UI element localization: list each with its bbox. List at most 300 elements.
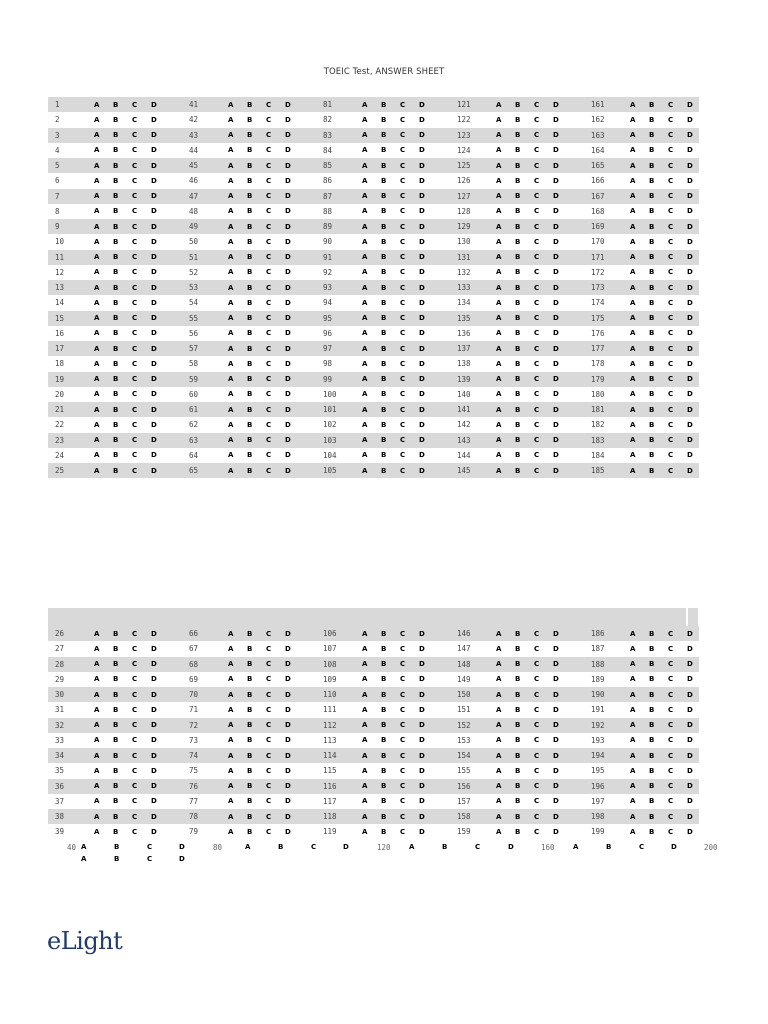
option-a[interactable]: A (362, 207, 368, 216)
option-c[interactable]: C (534, 420, 540, 429)
option-a[interactable]: A (496, 115, 502, 124)
option-c[interactable]: C (266, 253, 272, 262)
option-b[interactable]: B (247, 100, 253, 109)
option-d[interactable]: D (553, 298, 559, 307)
option-a[interactable]: A (630, 161, 636, 170)
option-d[interactable]: D (553, 161, 559, 170)
option-a[interactable]: A (228, 253, 234, 262)
option-d[interactable]: D (553, 115, 559, 124)
option-a[interactable]: A (362, 298, 368, 307)
option-b[interactable]: B (278, 843, 284, 851)
option-a[interactable]: A (94, 644, 100, 653)
option-b[interactable]: B (247, 827, 253, 836)
option-c[interactable]: C (534, 283, 540, 292)
option-c[interactable]: C (400, 782, 406, 791)
option-d[interactable]: D (285, 222, 291, 231)
option-b[interactable]: B (113, 466, 119, 475)
option-d[interactable]: D (553, 253, 559, 262)
option-a[interactable]: A (496, 436, 502, 445)
option-b[interactable]: B (649, 451, 655, 460)
option-d[interactable]: D (553, 405, 559, 414)
option-a[interactable]: A (362, 705, 368, 714)
option-d[interactable]: D (285, 436, 291, 445)
option-c[interactable]: C (534, 390, 540, 399)
option-c[interactable]: C (400, 314, 406, 323)
option-d[interactable]: D (553, 690, 559, 699)
option-c[interactable]: C (266, 797, 272, 806)
option-c[interactable]: C (132, 192, 138, 201)
option-a[interactable]: A (496, 283, 502, 292)
option-d[interactable]: D (419, 375, 425, 384)
option-c[interactable]: C (534, 675, 540, 684)
option-c[interactable]: C (668, 390, 674, 399)
option-c[interactable]: C (668, 721, 674, 730)
option-d[interactable]: D (553, 629, 559, 638)
option-b[interactable]: B (113, 100, 119, 109)
option-d[interactable]: D (553, 705, 559, 714)
option-a[interactable]: A (573, 843, 579, 851)
option-b[interactable]: B (649, 797, 655, 806)
option-b[interactable]: B (247, 405, 253, 414)
option-c[interactable]: C (668, 675, 674, 684)
option-b[interactable]: B (515, 766, 521, 775)
option-d[interactable]: D (419, 766, 425, 775)
option-a[interactable]: A (94, 207, 100, 216)
option-b[interactable]: B (113, 146, 119, 155)
option-d[interactable]: D (687, 675, 693, 684)
option-c[interactable]: C (668, 237, 674, 246)
option-b[interactable]: B (381, 268, 387, 277)
option-b[interactable]: B (649, 131, 655, 140)
option-b[interactable]: B (381, 283, 387, 292)
option-c[interactable]: C (132, 420, 138, 429)
option-d[interactable]: D (151, 736, 157, 745)
option-d[interactable]: D (285, 207, 291, 216)
option-c[interactable]: C (400, 675, 406, 684)
option-c[interactable]: C (668, 451, 674, 460)
option-b[interactable]: B (247, 329, 253, 338)
option-d[interactable]: D (553, 675, 559, 684)
option-c[interactable]: C (266, 782, 272, 791)
option-d[interactable]: D (151, 705, 157, 714)
option-b[interactable]: B (247, 192, 253, 201)
option-c[interactable]: C (266, 207, 272, 216)
option-a[interactable]: A (496, 192, 502, 201)
option-d[interactable]: D (419, 466, 425, 475)
option-c[interactable]: C (534, 721, 540, 730)
option-a[interactable]: A (94, 222, 100, 231)
option-b[interactable]: B (649, 827, 655, 836)
option-d[interactable]: D (553, 100, 559, 109)
option-d[interactable]: D (687, 268, 693, 277)
option-b[interactable]: B (515, 253, 521, 262)
option-a[interactable]: A (630, 827, 636, 836)
option-b[interactable]: B (515, 100, 521, 109)
option-c[interactable]: C (534, 751, 540, 760)
option-b[interactable]: B (247, 675, 253, 684)
option-b[interactable]: B (649, 359, 655, 368)
option-b[interactable]: B (649, 705, 655, 714)
option-b[interactable]: B (247, 690, 253, 699)
option-a[interactable]: A (228, 222, 234, 231)
option-b[interactable]: B (247, 115, 253, 124)
option-d[interactable]: D (687, 314, 693, 323)
option-b[interactable]: B (442, 843, 448, 851)
option-d[interactable]: D (687, 827, 693, 836)
option-b[interactable]: B (381, 222, 387, 231)
option-d[interactable]: D (419, 705, 425, 714)
option-c[interactable]: C (266, 176, 272, 185)
option-c[interactable]: C (132, 736, 138, 745)
option-a[interactable]: A (496, 644, 502, 653)
option-d[interactable]: D (151, 420, 157, 429)
option-a[interactable]: A (362, 751, 368, 760)
option-c[interactable]: C (266, 690, 272, 699)
option-c[interactable]: C (400, 644, 406, 653)
option-c[interactable]: C (534, 115, 540, 124)
option-c[interactable]: C (668, 782, 674, 791)
option-c[interactable]: C (534, 237, 540, 246)
option-c[interactable]: C (668, 375, 674, 384)
option-d[interactable]: D (285, 675, 291, 684)
option-a[interactable]: A (496, 253, 502, 262)
option-a[interactable]: A (228, 237, 234, 246)
option-d[interactable]: D (419, 207, 425, 216)
option-a[interactable]: A (362, 721, 368, 730)
option-d[interactable]: D (285, 268, 291, 277)
option-d[interactable]: D (285, 736, 291, 745)
option-a[interactable]: A (228, 751, 234, 760)
option-a[interactable]: A (228, 268, 234, 277)
option-c[interactable]: C (266, 268, 272, 277)
option-c[interactable]: C (400, 146, 406, 155)
option-c[interactable]: C (534, 131, 540, 140)
option-a[interactable]: A (94, 237, 100, 246)
option-c[interactable]: C (668, 100, 674, 109)
option-d[interactable]: D (671, 843, 677, 851)
option-b[interactable]: B (381, 390, 387, 399)
option-a[interactable]: A (94, 675, 100, 684)
option-a[interactable]: A (362, 766, 368, 775)
option-b[interactable]: B (113, 451, 119, 460)
option-a[interactable]: A (94, 268, 100, 277)
option-c[interactable]: C (266, 115, 272, 124)
option-b[interactable]: B (515, 131, 521, 140)
option-c[interactable]: C (400, 253, 406, 262)
option-b[interactable]: B (515, 736, 521, 745)
option-c[interactable]: C (668, 644, 674, 653)
option-a[interactable]: A (362, 344, 368, 353)
option-c[interactable]: C (266, 766, 272, 775)
option-d[interactable]: D (151, 436, 157, 445)
option-b[interactable]: B (247, 797, 253, 806)
option-c[interactable]: C (132, 436, 138, 445)
option-b[interactable]: B (247, 359, 253, 368)
option-a[interactable]: A (362, 192, 368, 201)
option-c[interactable]: C (132, 146, 138, 155)
option-c[interactable]: C (132, 797, 138, 806)
option-c[interactable]: C (400, 283, 406, 292)
option-c[interactable]: C (534, 644, 540, 653)
option-d[interactable]: D (419, 100, 425, 109)
option-c[interactable]: C (266, 405, 272, 414)
option-b[interactable]: B (515, 797, 521, 806)
option-d[interactable]: D (687, 420, 693, 429)
option-c[interactable]: C (534, 797, 540, 806)
option-d[interactable]: D (553, 751, 559, 760)
option-c[interactable]: C (400, 268, 406, 277)
option-a[interactable]: A (362, 660, 368, 669)
option-d[interactable]: D (553, 660, 559, 669)
option-a[interactable]: A (496, 359, 502, 368)
option-b[interactable]: B (113, 298, 119, 307)
option-d[interactable]: D (151, 298, 157, 307)
option-b[interactable]: B (247, 207, 253, 216)
option-c[interactable]: C (400, 115, 406, 124)
option-c[interactable]: C (668, 405, 674, 414)
option-c[interactable]: C (266, 721, 272, 730)
option-a[interactable]: A (94, 736, 100, 745)
option-c[interactable]: C (534, 268, 540, 277)
option-c[interactable]: C (400, 405, 406, 414)
option-b[interactable]: B (649, 751, 655, 760)
option-b[interactable]: B (381, 420, 387, 429)
option-d[interactable]: D (285, 660, 291, 669)
option-d[interactable]: D (687, 100, 693, 109)
option-a[interactable]: A (94, 660, 100, 669)
option-b[interactable]: B (113, 222, 119, 231)
option-a[interactable]: A (496, 375, 502, 384)
option-c[interactable]: C (132, 451, 138, 460)
option-d[interactable]: D (419, 253, 425, 262)
option-a[interactable]: A (496, 268, 502, 277)
option-a[interactable]: A (94, 629, 100, 638)
option-c[interactable]: C (668, 222, 674, 231)
option-d[interactable]: D (151, 629, 157, 638)
option-d[interactable]: D (687, 283, 693, 292)
option-c[interactable]: C (266, 660, 272, 669)
option-a[interactable]: A (94, 359, 100, 368)
option-d[interactable]: D (687, 359, 693, 368)
option-d[interactable]: D (285, 176, 291, 185)
option-a[interactable]: A (630, 436, 636, 445)
option-d[interactable]: D (687, 797, 693, 806)
option-b[interactable]: B (381, 751, 387, 760)
option-a[interactable]: A (228, 660, 234, 669)
option-d[interactable]: D (687, 721, 693, 730)
option-b[interactable]: B (113, 329, 119, 338)
option-d[interactable]: D (687, 660, 693, 669)
option-a[interactable]: A (362, 436, 368, 445)
option-b[interactable]: B (113, 207, 119, 216)
option-c[interactable]: C (132, 466, 138, 475)
option-d[interactable]: D (151, 405, 157, 414)
option-a[interactable]: A (228, 721, 234, 730)
option-d[interactable]: D (687, 751, 693, 760)
option-b[interactable]: B (381, 100, 387, 109)
option-c[interactable]: C (400, 705, 406, 714)
option-d[interactable]: D (419, 405, 425, 414)
option-d[interactable]: D (151, 176, 157, 185)
option-b[interactable]: B (381, 359, 387, 368)
option-b[interactable]: B (247, 766, 253, 775)
option-c[interactable]: C (400, 721, 406, 730)
option-a[interactable]: A (228, 115, 234, 124)
option-d[interactable]: D (151, 390, 157, 399)
option-b[interactable]: B (381, 161, 387, 170)
option-b[interactable]: B (649, 766, 655, 775)
option-c[interactable]: C (400, 812, 406, 821)
option-a[interactable]: A (362, 827, 368, 836)
option-d[interactable]: D (285, 146, 291, 155)
option-a[interactable]: A (630, 283, 636, 292)
option-d[interactable]: D (553, 344, 559, 353)
option-a[interactable]: A (94, 344, 100, 353)
option-a[interactable]: A (228, 420, 234, 429)
option-d[interactable]: D (285, 115, 291, 124)
option-c[interactable]: C (132, 283, 138, 292)
option-b[interactable]: B (247, 420, 253, 429)
option-c[interactable]: C (400, 690, 406, 699)
option-d[interactable]: D (419, 359, 425, 368)
option-a[interactable]: A (630, 644, 636, 653)
option-d[interactable]: D (419, 237, 425, 246)
option-b[interactable]: B (247, 344, 253, 353)
option-d[interactable]: D (419, 131, 425, 140)
option-d[interactable]: D (285, 629, 291, 638)
option-b[interactable]: B (247, 466, 253, 475)
option-c[interactable]: C (132, 161, 138, 170)
option-a[interactable]: A (94, 451, 100, 460)
option-a[interactable]: A (81, 855, 87, 863)
option-c[interactable]: C (534, 100, 540, 109)
option-d[interactable]: D (151, 797, 157, 806)
option-b[interactable]: B (649, 721, 655, 730)
option-c[interactable]: C (400, 237, 406, 246)
option-d[interactable]: D (151, 812, 157, 821)
option-b[interactable]: B (515, 161, 521, 170)
option-a[interactable]: A (228, 466, 234, 475)
option-c[interactable]: C (400, 100, 406, 109)
option-d[interactable]: D (687, 736, 693, 745)
option-c[interactable]: C (266, 237, 272, 246)
option-a[interactable]: A (496, 237, 502, 246)
option-c[interactable]: C (534, 812, 540, 821)
option-d[interactable]: D (151, 644, 157, 653)
option-a[interactable]: A (94, 390, 100, 399)
option-a[interactable]: A (630, 782, 636, 791)
option-c[interactable]: C (400, 751, 406, 760)
option-d[interactable]: D (553, 644, 559, 653)
option-a[interactable]: A (362, 405, 368, 414)
option-b[interactable]: B (113, 390, 119, 399)
option-a[interactable]: A (228, 176, 234, 185)
option-b[interactable]: B (649, 375, 655, 384)
option-d[interactable]: D (687, 329, 693, 338)
option-a[interactable]: A (228, 797, 234, 806)
option-b[interactable]: B (114, 843, 120, 851)
option-c[interactable]: C (266, 131, 272, 140)
option-d[interactable]: D (419, 420, 425, 429)
option-c[interactable]: C (311, 843, 317, 851)
option-a[interactable]: A (94, 721, 100, 730)
option-a[interactable]: A (228, 131, 234, 140)
option-b[interactable]: B (515, 176, 521, 185)
option-b[interactable]: B (515, 812, 521, 821)
option-a[interactable]: A (630, 237, 636, 246)
option-b[interactable]: B (113, 131, 119, 140)
option-b[interactable]: B (381, 782, 387, 791)
option-d[interactable]: D (687, 629, 693, 638)
option-b[interactable]: B (247, 812, 253, 821)
option-c[interactable]: C (534, 192, 540, 201)
option-a[interactable]: A (630, 253, 636, 262)
option-c[interactable]: C (668, 176, 674, 185)
option-b[interactable]: B (247, 782, 253, 791)
option-c[interactable]: C (534, 314, 540, 323)
option-c[interactable]: C (668, 660, 674, 669)
option-b[interactable]: B (649, 329, 655, 338)
option-d[interactable]: D (151, 314, 157, 323)
option-d[interactable]: D (419, 161, 425, 170)
option-d[interactable]: D (151, 253, 157, 262)
option-b[interactable]: B (113, 253, 119, 262)
option-b[interactable]: B (649, 629, 655, 638)
option-a[interactable]: A (630, 751, 636, 760)
option-d[interactable]: D (553, 436, 559, 445)
option-a[interactable]: A (94, 161, 100, 170)
option-b[interactable]: B (649, 812, 655, 821)
option-a[interactable]: A (630, 298, 636, 307)
option-a[interactable]: A (94, 812, 100, 821)
option-c[interactable]: C (668, 314, 674, 323)
option-c[interactable]: C (668, 344, 674, 353)
option-a[interactable]: A (81, 843, 87, 851)
option-b[interactable]: B (649, 420, 655, 429)
option-d[interactable]: D (285, 390, 291, 399)
option-c[interactable]: C (534, 629, 540, 638)
option-b[interactable]: B (247, 436, 253, 445)
option-c[interactable]: C (668, 192, 674, 201)
option-b[interactable]: B (113, 314, 119, 323)
option-d[interactable]: D (285, 253, 291, 262)
option-a[interactable]: A (496, 314, 502, 323)
option-c[interactable]: C (534, 705, 540, 714)
option-b[interactable]: B (649, 782, 655, 791)
option-a[interactable]: A (94, 405, 100, 414)
option-a[interactable]: A (94, 797, 100, 806)
option-d[interactable]: D (285, 451, 291, 460)
option-a[interactable]: A (496, 660, 502, 669)
option-d[interactable]: D (419, 298, 425, 307)
option-a[interactable]: A (630, 131, 636, 140)
option-d[interactable]: D (285, 797, 291, 806)
option-c[interactable]: C (668, 146, 674, 155)
option-b[interactable]: B (113, 629, 119, 638)
option-c[interactable]: C (534, 359, 540, 368)
option-c[interactable]: C (266, 736, 272, 745)
option-a[interactable]: A (630, 736, 636, 745)
option-a[interactable]: A (362, 736, 368, 745)
option-a[interactable]: A (496, 405, 502, 414)
option-a[interactable]: A (362, 314, 368, 323)
option-a[interactable]: A (496, 466, 502, 475)
option-b[interactable]: B (649, 176, 655, 185)
option-b[interactable]: B (247, 283, 253, 292)
option-d[interactable]: D (553, 283, 559, 292)
option-b[interactable]: B (247, 451, 253, 460)
option-a[interactable]: A (94, 329, 100, 338)
